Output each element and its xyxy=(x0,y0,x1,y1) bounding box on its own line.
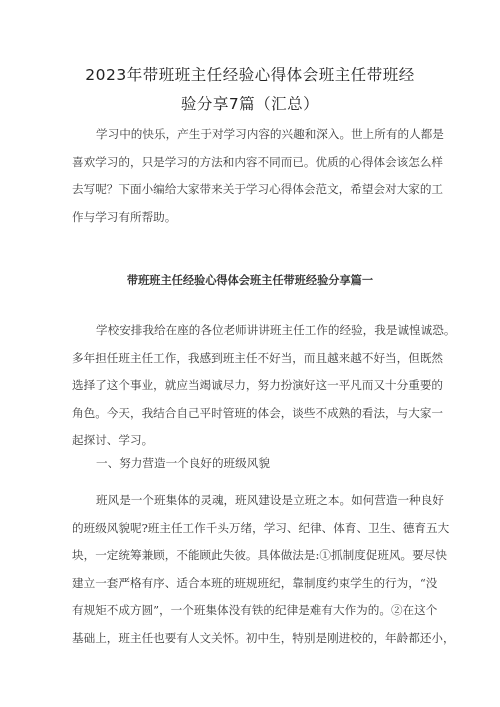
paragraph-line: 块，一定统筹兼顾，不能顾此失彼。具体做法是:①抓制度促班风。要尽快 xyxy=(72,548,447,562)
body-paragraph-2 xyxy=(72,487,455,652)
intro-line: 去写呢？下面小编给大家带来关于学习心得体会范文，希望会对大家的工 xyxy=(72,182,444,196)
document-title-line-2: 验分享7篇（汇总） xyxy=(180,95,320,113)
paragraph-line: 班风是一个班集体的灵魂，班风建设是立班之本。如何营造一种良好 xyxy=(96,493,444,507)
intro-line: 作与学习有所帮助。 xyxy=(72,209,177,224)
subheading-1: 一、努力营造一个良好的班级风貌 xyxy=(96,456,270,470)
intro-line: 学习中的快乐，产生于对学习内容的兴趣和深入。世上所有的人都是 xyxy=(96,127,444,141)
paragraph-line: 多年担任班主任工作，我感到班主任不好当，而且越来越不好当，但既然 xyxy=(72,350,444,365)
section-title: 带班班主任经验心得体会班主任带班经验分享篇一 xyxy=(126,274,374,287)
paragraph-line: 选择了这个事业，就应当竭诚尽力，努力扮演好这一平凡而又十分重要的 xyxy=(72,378,444,392)
paragraph-line: 基础上，班主任也要有人文关怀。初中生，特别是刚进校的，年龄都还小， xyxy=(72,630,455,645)
paragraph-line: 的班级风貌呢?班主任工作千头万绪，学习、纪律、体育、卫生、德育五大 xyxy=(72,520,450,535)
intro-paragraph xyxy=(72,121,444,231)
document-title-line-1: 2023年带班班主任经验心得体会班主任带班经 xyxy=(85,66,415,84)
intro-line: 喜欢学习的，只是学习的方法和内容不同而已。优质的心得体会该怎么样 xyxy=(72,154,444,169)
paragraph-line: 有规矩不成方圆”，一个班集体没有铁的纪律是难有大作为的。②在这个 xyxy=(72,603,438,617)
paragraph-line: 学校安排我给在座的各位老师讲讲班主任工作的经验，我是诚惶诚恐。 xyxy=(96,323,456,337)
paragraph-line: 起探讨、学习。 xyxy=(72,433,154,447)
paragraph-line: 建立一套严格有序、适合本班的班规班纪，靠制度约束学生的行为，“没 xyxy=(72,575,438,590)
paragraph-line: 角色。今天，我结合自己平时管班的体会，谈些不成熟的看法，与大家一 xyxy=(72,405,444,420)
body-paragraph-1 xyxy=(72,317,456,455)
